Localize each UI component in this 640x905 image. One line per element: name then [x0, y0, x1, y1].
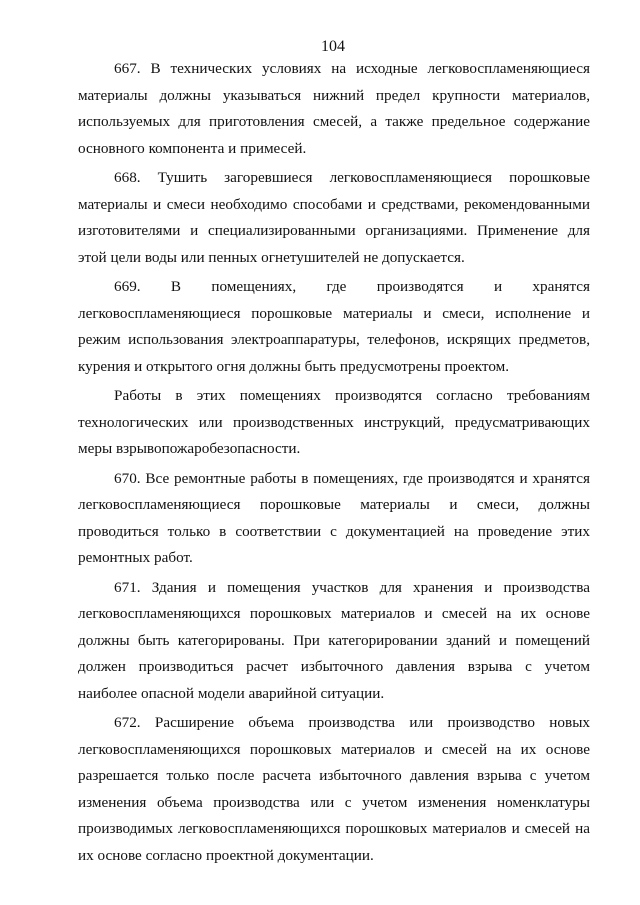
paragraph-668: 668. Тушить загоревшиеся легковоспламеняющиеся порошковые материалы и смеси необходимо способами и средствами, рекомендованными изготовителями и специализированными организациями. Применение для этой цели воды или пенных огнетушителей не допускается. [78, 169, 590, 266]
document-body [78, 56, 590, 872]
paragraph-669: 669. В помещениях, где производятся и хранятся легковоспламеняющиеся порошковые материалы и смеси, исполнение и режим использования электроаппаратуры, телефонов, искрящих предметов, курения и открытого огня должны быть предусмотрены проектом. [78, 278, 590, 375]
paragraph-670: 670. Все ремонтные работы в помещениях, где производятся и хранятся легковоспламеняющиеся порошковые материалы и смеси, должны проводиться только в соответствии с документацией на проведение этих ремонтных работ. [78, 469, 590, 566]
paragraph-667: 667. В технических условиях на исходные легковоспламеняющиеся материалы должны указываться нижний предел крупности материалов, используемых для приготовления смесей, а также предельное содержание основного компонента и примесей. [78, 60, 590, 157]
paragraph-672: 672. Расширение объема производства или производство новых легковоспламеняющихся порошковых материалов и смесей на их основе разрешается только после расчета избыточного давления взрыва с учетом изменения объема производства или с учетом изменения номенклатуры производимых легковоспламеняющихся порошковых материалов и смесей на их основе согласно проектной документации. [78, 714, 590, 864]
paragraph-669-continued: Работы в этих помещениях производятся согласно требованиям технологических или производственных инструкций, предусматривающих меры взрывопожаробезопасности. [78, 387, 590, 457]
page-number: 104 [321, 38, 345, 55]
paragraph-671: 671. Здания и помещения участков для хранения и производства легковоспламеняющихся порошковых материалов и смесей на их основе должны быть категорированы. При категорировании зданий и помещений должен производиться расчет избыточного давления взрыва с учетом наиболее опасной модели аварийной ситуации. [78, 578, 590, 702]
